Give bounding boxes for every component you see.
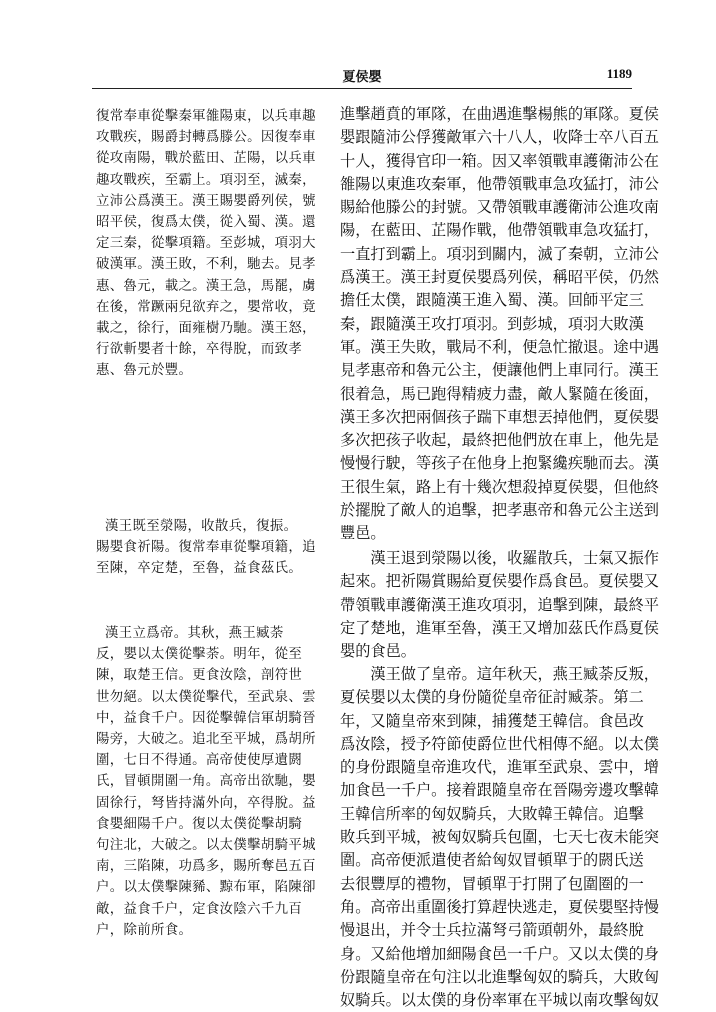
text-line: 起來。把祈陽賞賜給夏侯嬰作爲食邑。夏侯嬰又 [340,572,659,591]
text-line: 定三秦，從擊項籍。至彭城，項羽大 [96,236,316,252]
text-line: 王很生氣，路上有十幾次想殺掉夏侯嬰，但他終 [340,477,659,496]
text-line: 氏，冒頓開圍一角。高帝出欲馳，嬰 [96,774,316,790]
text-line: 去很豐厚的禮物，冒頓單于打開了包圍圈的一 [340,874,644,893]
text-line: 句注北，大破之。以太僕擊胡騎平城 [96,838,316,854]
text-line: 爲汝陰，授予符節使爵位世代相傳不絕。以太僕 [340,734,659,753]
text-line: 反，嬰以太僕從擊荼。明年，從至 [96,647,303,663]
text-line: 爲漢王。漢王封夏侯嬰爲列侯，稱昭平侯，仍然 [340,268,659,287]
text-line: 多次把孩子收起，最終把他們放在車上，他先是 [340,431,659,450]
text-line: 趣攻戰疾，至霸上。項羽至，滅秦， [96,172,316,188]
translation-paragraph [340,663,659,1012]
text-line: 昭平侯，復爲太僕，從入蜀、漢。還 [96,215,316,231]
text-line: 嬰的食邑。 [340,642,416,661]
text-line: 漢王立爲帝。其秋，燕王臧荼 [105,626,284,641]
translation-paragraph-1 [340,103,659,546]
text-line: 惠、魯元於豐。 [96,363,193,379]
header-rule [92,88,632,89]
text-line: 至陳，卒定楚，至魯，益食茲氏。 [96,561,303,577]
text-line: 陽，在藍田、芷陽作戰，他帶領戰車急攻猛打， [340,221,659,240]
text-line: 角。高帝出重圍後打算趕快逃走，夏侯嬰堅持慢 [340,897,659,916]
text-line: 從攻南陽，戰於藍田、芷陽，以兵車 [96,151,316,167]
text-line: 一直打到霸上。項羽到關内，滅了秦朝，立沛公 [340,244,659,263]
text-line: 圍。高帝便派遣使者給匈奴冒頓單于的閼氏送 [340,851,644,870]
text-line: 敵，益食千户，定食汝陰六千九百 [96,901,303,917]
text-line: 很着急，馬已跑得精疲力盡，敵人緊隨在後面， [340,384,659,403]
text-line: 行欲斬嬰者十餘，卒得脫，而致孝 [96,342,303,358]
text-line: 載之，徐行，面雍樹乃馳。漢王怒， [96,321,316,337]
text-line: 加食邑一千户。接着跟隨皇帝在晉陽旁邊攻擊韓 [340,781,659,800]
text-line: 破漢軍。漢王敗，不利，馳去。見孝 [96,257,316,273]
text-line: 賜嬰食祈陽。復常奉車從擊項籍，追 [96,540,316,556]
text-line: 固徐行，弩皆持滿外向，卒得脫。益 [96,795,316,811]
running-title: 夏侯嬰 [342,70,382,85]
text-line: 奴騎兵。以太僕的身份率軍在平城以南攻擊匈奴 [340,991,659,1010]
page-header [92,66,632,88]
text-line: 雒陽以東進攻秦軍，他帶領戰車急攻猛打，沛公 [340,174,659,193]
text-line: 定了楚地，進軍至魯，漢王又增加茲氏作爲夏侯 [340,618,659,637]
text-line: 軍。漢王失敗，戰局不利，便急忙撤退。途中遇 [340,337,659,356]
text-line: 攻戰疾，賜爵封轉爲滕公。因復奉車 [96,130,316,146]
text-line: 敗兵到平城，被匈奴騎兵包圍，七天七夜未能突 [340,828,659,847]
text-line: 夏侯嬰以太僕的身份隨從皇帝征討臧荼。第二 [340,688,644,707]
text-line: 在後，常蹶兩兒欲弃之，嬰常收，竟 [96,299,316,315]
translation-paragraph [340,547,659,663]
text-line: 中，益食千户。因從擊韓信軍胡騎晉 [96,710,316,726]
page-number: 1189 [606,66,632,81]
text-line: 擔任太僕，跟隨漢王進入蜀、漢。回師平定三 [340,291,644,310]
text-line: 見孝惠帝和魯元公主，便讓他們上車同行。漢王 [340,361,659,380]
translation-paragraph [340,103,659,546]
classical-paragraph-2 [96,516,316,580]
text-line: 慢慢行駛，等孩子在他身上抱緊纔疾馳而去。漢 [340,454,659,473]
translation-paragraph-3 [340,663,659,1012]
classical-paragraph-1 [96,106,316,382]
classical-paragraph [96,623,316,941]
text-line: 户。以太僕擊陳豨、黥布軍，陷陳卻 [96,880,316,896]
text-line: 王韓信所率的匈奴騎兵，大敗韓王韓信。追擊 [340,804,644,823]
text-line: 年，又隨皇帝來到陳，捕獲楚王韓信。食邑改 [340,711,644,730]
text-line: 漢王既至滎陽，收散兵，復振。 [105,519,298,534]
text-line: 於擺脫了敵人的追擊，把孝惠帝和魯元公主送到 [340,501,659,520]
text-line: 賜給他滕公的封號。又帶領戰車護衛沛公進攻南 [340,198,659,217]
text-line: 嬰跟隨沛公俘獲敵軍六十八人，收降士卒八百五 [340,128,659,147]
text-line: 進擊趙賁的軍隊，在曲遇進擊楊熊的軍隊。夏侯 [340,105,659,123]
text-line: 秦，跟隨漢王攻打項羽。到彭城，項羽大敗漢 [340,314,644,333]
text-line: 陳，取楚王信。更食汝陰，剖符世 [96,668,303,684]
classical-paragraph [96,106,316,382]
text-line: 漢王退到滎陽以後，收羅散兵，士氣又振作 [340,549,659,567]
translation-paragraph-2 [340,547,659,663]
classical-paragraph [96,516,316,580]
text-line: 豐邑。 [340,524,386,543]
text-line: 户，除前所食。 [96,922,193,938]
text-line: 的身份跟隨皇帝進攻代，進軍至武泉、雲中，增 [340,758,659,777]
text-line: 份跟隨皇帝在句注以北進擊匈奴的騎兵，大敗匈 [340,967,659,986]
text-line: 南，三陷陳，功爲多，賜所奪邑五百 [96,859,316,875]
text-line: 漢王多次把兩個孩子踹下車想丟掉他們，夏侯嬰 [340,407,659,426]
text-line: 復常奉車從擊秦軍雒陽東，以兵車趣 [96,109,316,124]
text-line: 食嬰細陽千户。復以太僕從擊胡騎 [96,816,303,832]
text-line: 慢退出，并令士兵拉滿弩弓箭頭朝外，最終脫 [340,921,644,940]
text-line: 十人，獲得官印一箱。因又率領戰車護衛沛公在 [340,151,659,170]
text-line: 身。又給他增加細陽食邑一千户。又以太僕的身 [340,944,659,963]
text-line: 世勿絕。以太僕從擊代，至武泉、雲 [96,689,316,705]
classical-paragraph-3 [96,623,316,941]
text-line: 圍，七日不得通。高帝使使厚遺閼 [96,753,303,769]
text-line: 惠、魯元，載之。漢王急，馬罷，虜 [96,278,316,294]
text-line: 陽旁，大破之。追北至平城，爲胡所 [96,732,316,748]
text-line: 帶領戰車護衛漢王進攻項羽，追擊到陳，最終平 [340,595,659,614]
text-line: 立沛公爲漢王。漢王賜嬰爵列侯，號 [96,193,316,209]
text-line: 漢王做了皇帝。這年秋天，燕王臧荼反叛， [340,665,659,683]
